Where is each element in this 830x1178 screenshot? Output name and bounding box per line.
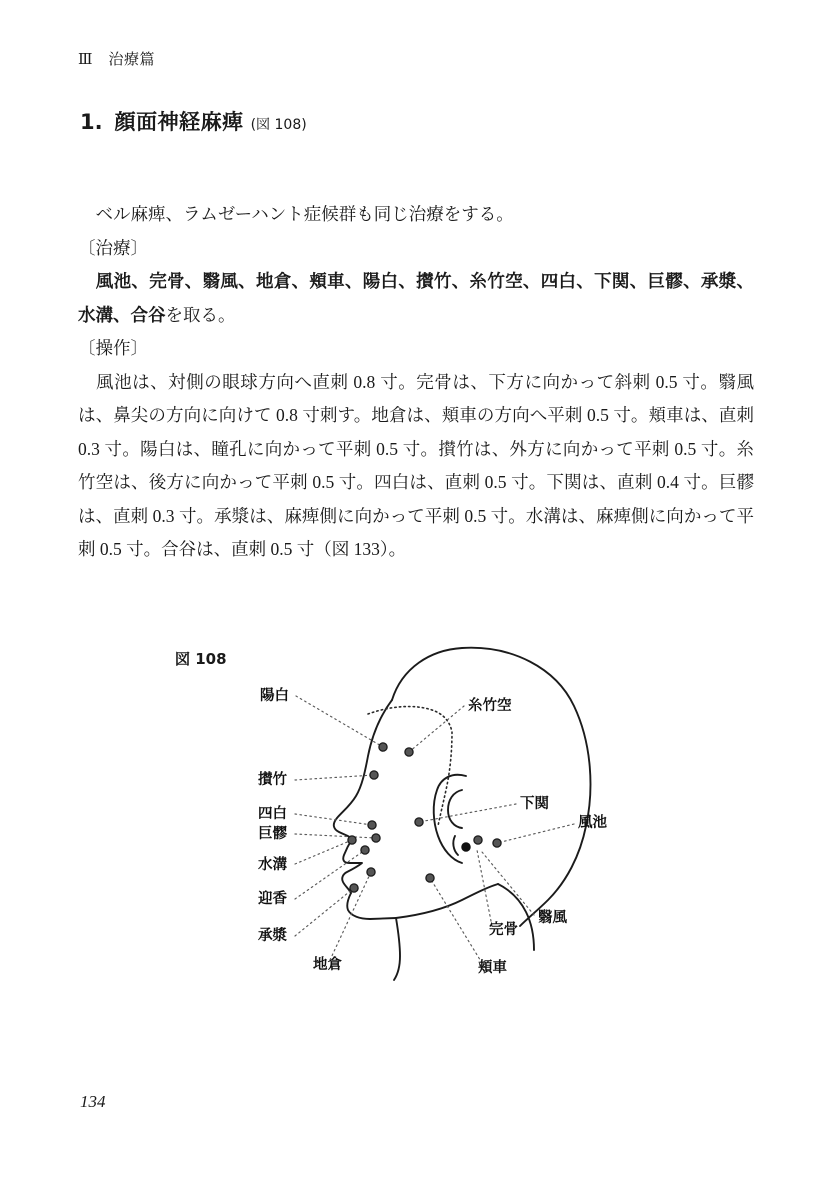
figure-label-geiko: 迎香 <box>258 891 287 907</box>
operation-label: 〔操作〕 <box>78 338 148 358</box>
chin-contour <box>347 893 396 919</box>
acupoint-shihaku <box>368 821 376 829</box>
acupoint-shoshou <box>350 884 358 892</box>
throat-line <box>394 918 400 980</box>
figure-label-suiko: 水溝 <box>258 857 287 873</box>
page-number: 134 <box>80 1092 106 1111</box>
figure-label-fuuchi: 風池 <box>578 815 607 831</box>
figure-label-youhaku: 陽白 <box>260 688 289 704</box>
leader-fuuchi <box>497 824 574 843</box>
acupoint-fuuchi <box>493 839 501 847</box>
acupoint-kankotsu <box>474 836 482 844</box>
figure-label-shoshou: 承漿 <box>258 928 287 944</box>
acupoint-chiso <box>367 868 375 876</box>
treatment-points-tail: を取る。 <box>165 304 236 325</box>
section-number: 1. <box>80 110 103 134</box>
acupoint-gekan <box>415 818 423 826</box>
leader-eifuu <box>482 852 534 915</box>
treatment-points-list: 風池、完骨、翳風、地倉、頬車、陽白、攅竹、糸竹空、四白、下関、巨髎、承漿、水溝、合谷 <box>78 271 754 325</box>
intro-paragraph: ベル麻痺、ラムゼーハント症候群も同じ治療をする。 <box>78 204 514 224</box>
figure-label-eifuu: 翳風 <box>538 910 567 926</box>
forehead-nose-bridge <box>334 700 392 839</box>
figure-label-shihaku: 四白 <box>258 806 287 822</box>
figure-label-sanchiku: 攅竹 <box>258 772 287 788</box>
acupoint-youhaku <box>379 743 387 751</box>
leader-shoshou <box>295 888 354 936</box>
acupoint-markers <box>348 743 501 892</box>
acupoint-kyosha <box>426 874 434 882</box>
page-title: 顔面神経麻痺 <box>114 110 244 134</box>
figure-caption: 図 108 <box>175 650 227 668</box>
treatment-label: 〔治療〕 <box>78 237 148 258</box>
acupoint-geiko <box>361 846 369 854</box>
head-acupoint-diagram <box>0 630 830 1000</box>
treatment-points-paragraph <box>78 265 754 332</box>
figure-label-kyoryo: 巨髎 <box>258 826 287 842</box>
body-text <box>78 198 759 567</box>
figure-label-kankotsu: 完骨 <box>489 922 518 938</box>
figure-labels <box>258 686 607 976</box>
leader-youhaku <box>296 696 383 747</box>
running-head: Ⅲ 治療篇 <box>78 52 155 68</box>
acupoint-sanchiku <box>370 771 378 779</box>
jaw-line <box>396 884 498 918</box>
operation-paragraph: 風池は、対側の眼球方向へ直刺 0.8 寸。完骨は、下方に向かって斜刺 0.5 寸。翳風は、鼻尖の方向に向けて 0.8 寸刺す。地倉は、頬車の方向へ平刺 0.5 寸。頬車は、直刺 0.3 寸。陽白は、瞳孔に向かって平刺 0.5 寸。攅竹は、外方に向かって平刺 0.5 寸。糸竹空は、後方に向かって平刺 0.5 寸。四白は、直刺 0.5 寸。下関は、直刺 0.4 寸。巨髎は、直刺 0.3 寸。承漿は、麻痺側に向かって平刺 0.5 寸。水溝は、麻痺側に向かって平刺 0.5 寸。合谷は、直刺 0.5 寸（図 133）。 <box>78 371 759 559</box>
figure-label-gekan: 下関 <box>520 796 549 812</box>
cranium-contour <box>392 648 590 926</box>
heading-figure-reference: (図 108) <box>250 117 307 133</box>
leader-kyoryo <box>295 834 376 838</box>
leader-kyosha <box>430 878 482 963</box>
figure-label-chiso: 地倉 <box>313 957 342 973</box>
leader-shichikuku <box>409 706 464 752</box>
ear-outline <box>434 775 466 863</box>
figure-label-kyosha: 頬車 <box>478 960 507 976</box>
acupoint-shichikuku <box>405 748 413 756</box>
acupoint-eifuu <box>462 843 470 851</box>
section-heading <box>80 106 307 136</box>
acupoint-suiko <box>348 836 356 844</box>
hairline-dotted <box>368 707 452 826</box>
acupoint-kyoryo <box>372 834 380 842</box>
figure-label-shichikuku: 糸竹空 <box>468 698 512 714</box>
figure-108 <box>0 630 830 1000</box>
neck-back-line <box>498 884 534 950</box>
